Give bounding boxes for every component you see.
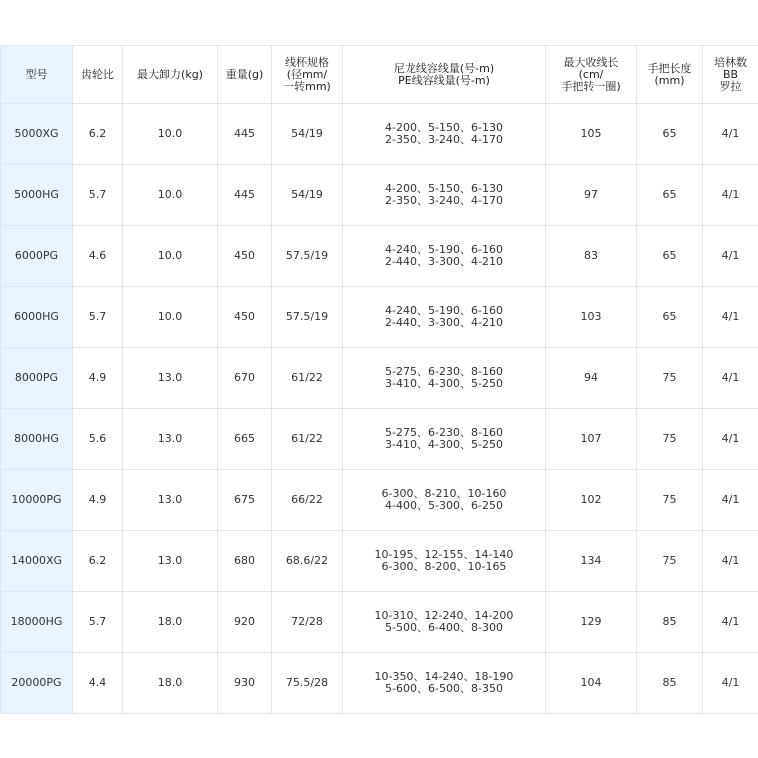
table-row	[1, 531, 758, 592]
header-gear-ratio: 齿轮比	[73, 46, 123, 104]
cell-gear-ratio: 5.7	[73, 592, 123, 653]
cell-bearings: 4/1	[703, 470, 758, 531]
cell-bearings: 4/1	[703, 226, 758, 287]
cell-max-retrieve: 129	[546, 592, 637, 653]
table-row	[1, 592, 758, 653]
cell-model: 6000PG	[1, 226, 73, 287]
cell-weight: 920	[218, 592, 272, 653]
cell-model: 6000HG	[1, 287, 73, 348]
cell-weight: 445	[218, 104, 272, 165]
cell-max-retrieve: 102	[546, 470, 637, 531]
cell-max-retrieve: 83	[546, 226, 637, 287]
cell-model: 5000HG	[1, 165, 73, 226]
cell-weight: 665	[218, 409, 272, 470]
cell-handle-length: 85	[637, 653, 703, 714]
cell-handle-length: 65	[637, 226, 703, 287]
table-row	[1, 409, 758, 470]
header-max-retrieve: 最大收线长 (cm/ 手把转一圈)	[546, 46, 637, 104]
cell-model: 18000HG	[1, 592, 73, 653]
cell-gear-ratio: 4.6	[73, 226, 123, 287]
cell-line-capacity: 4-240、5-190、6-160 2-440、3-300、4-210	[343, 287, 546, 348]
cell-line-capacity: 4-240、5-190、6-160 2-440、3-300、4-210	[343, 226, 546, 287]
cell-bearings: 4/1	[703, 287, 758, 348]
header-bearings: 培林数 BB 罗拉	[703, 46, 758, 104]
cell-line-capacity: 10-350、14-240、18-190 5-600、6-500、8-350	[343, 653, 546, 714]
table-body	[1, 104, 758, 714]
cell-bearings: 4/1	[703, 531, 758, 592]
cell-handle-length: 75	[637, 348, 703, 409]
cell-max-drag: 10.0	[123, 226, 218, 287]
cell-model: 20000PG	[1, 653, 73, 714]
cell-gear-ratio: 5.7	[73, 165, 123, 226]
cell-spool-spec: 57.5/19	[272, 287, 343, 348]
cell-model: 8000HG	[1, 409, 73, 470]
cell-handle-length: 65	[637, 287, 703, 348]
cell-max-retrieve: 134	[546, 531, 637, 592]
header-line-capacity: 尼龙线容线量(号-m) PE线容线量(号-m)	[343, 46, 546, 104]
header-spool-spec: 线杯规格 (径mm/ 一转mm)	[272, 46, 343, 104]
cell-handle-length: 75	[637, 409, 703, 470]
header-max-drag: 最大卸力(kg)	[123, 46, 218, 104]
table-row	[1, 226, 758, 287]
header-handle-length: 手把长度 (mm)	[637, 46, 703, 104]
cell-max-drag: 18.0	[123, 592, 218, 653]
cell-gear-ratio: 4.9	[73, 470, 123, 531]
cell-max-retrieve: 107	[546, 409, 637, 470]
cell-max-retrieve: 103	[546, 287, 637, 348]
cell-spool-spec: 72/28	[272, 592, 343, 653]
cell-weight: 450	[218, 226, 272, 287]
cell-max-drag: 13.0	[123, 531, 218, 592]
cell-max-drag: 13.0	[123, 348, 218, 409]
cell-model: 14000XG	[1, 531, 73, 592]
cell-spool-spec: 54/19	[272, 104, 343, 165]
spec-table-container	[0, 45, 758, 714]
cell-bearings: 4/1	[703, 653, 758, 714]
cell-gear-ratio: 6.2	[73, 531, 123, 592]
cell-weight: 445	[218, 165, 272, 226]
cell-gear-ratio: 4.4	[73, 653, 123, 714]
cell-weight: 670	[218, 348, 272, 409]
cell-model: 8000PG	[1, 348, 73, 409]
cell-handle-length: 65	[637, 104, 703, 165]
table-row	[1, 287, 758, 348]
cell-weight: 450	[218, 287, 272, 348]
cell-line-capacity: 5-275、6-230、8-160 3-410、4-300、5-250	[343, 409, 546, 470]
spec-table	[0, 45, 758, 714]
header-weight: 重量(g)	[218, 46, 272, 104]
cell-line-capacity: 6-300、8-210、10-160 4-400、5-300、6-250	[343, 470, 546, 531]
cell-handle-length: 85	[637, 592, 703, 653]
cell-max-retrieve: 97	[546, 165, 637, 226]
cell-gear-ratio: 5.7	[73, 287, 123, 348]
cell-spool-spec: 61/22	[272, 348, 343, 409]
cell-handle-length: 75	[637, 531, 703, 592]
cell-max-retrieve: 94	[546, 348, 637, 409]
cell-max-retrieve: 104	[546, 653, 637, 714]
cell-spool-spec: 66/22	[272, 470, 343, 531]
cell-handle-length: 65	[637, 165, 703, 226]
table-row	[1, 348, 758, 409]
cell-gear-ratio: 4.9	[73, 348, 123, 409]
table-row	[1, 104, 758, 165]
cell-max-drag: 10.0	[123, 104, 218, 165]
cell-bearings: 4/1	[703, 165, 758, 226]
header-model: 型号	[1, 46, 73, 104]
cell-spool-spec: 57.5/19	[272, 226, 343, 287]
cell-bearings: 4/1	[703, 409, 758, 470]
table-header-row	[1, 46, 758, 104]
table-row	[1, 470, 758, 531]
cell-line-capacity: 10-195、12-155、14-140 6-300、8-200、10-165	[343, 531, 546, 592]
table-row	[1, 165, 758, 226]
cell-max-drag: 10.0	[123, 165, 218, 226]
cell-gear-ratio: 6.2	[73, 104, 123, 165]
cell-max-retrieve: 105	[546, 104, 637, 165]
cell-max-drag: 18.0	[123, 653, 218, 714]
cell-handle-length: 75	[637, 470, 703, 531]
cell-max-drag: 13.0	[123, 470, 218, 531]
table-row	[1, 653, 758, 714]
cell-bearings: 4/1	[703, 348, 758, 409]
cell-line-capacity: 4-200、5-150、6-130 2-350、3-240、4-170	[343, 104, 546, 165]
cell-max-drag: 13.0	[123, 409, 218, 470]
cell-weight: 675	[218, 470, 272, 531]
cell-weight: 680	[218, 531, 272, 592]
cell-model: 10000PG	[1, 470, 73, 531]
cell-max-drag: 10.0	[123, 287, 218, 348]
cell-spool-spec: 54/19	[272, 165, 343, 226]
cell-bearings: 4/1	[703, 104, 758, 165]
cell-bearings: 4/1	[703, 592, 758, 653]
cell-line-capacity: 5-275、6-230、8-160 3-410、4-300、5-250	[343, 348, 546, 409]
cell-spool-spec: 61/22	[272, 409, 343, 470]
cell-spool-spec: 68.6/22	[272, 531, 343, 592]
cell-spool-spec: 75.5/28	[272, 653, 343, 714]
cell-line-capacity: 4-200、5-150、6-130 2-350、3-240、4-170	[343, 165, 546, 226]
cell-model: 5000XG	[1, 104, 73, 165]
cell-line-capacity: 10-310、12-240、14-200 5-500、6-400、8-300	[343, 592, 546, 653]
cell-gear-ratio: 5.6	[73, 409, 123, 470]
cell-weight: 930	[218, 653, 272, 714]
